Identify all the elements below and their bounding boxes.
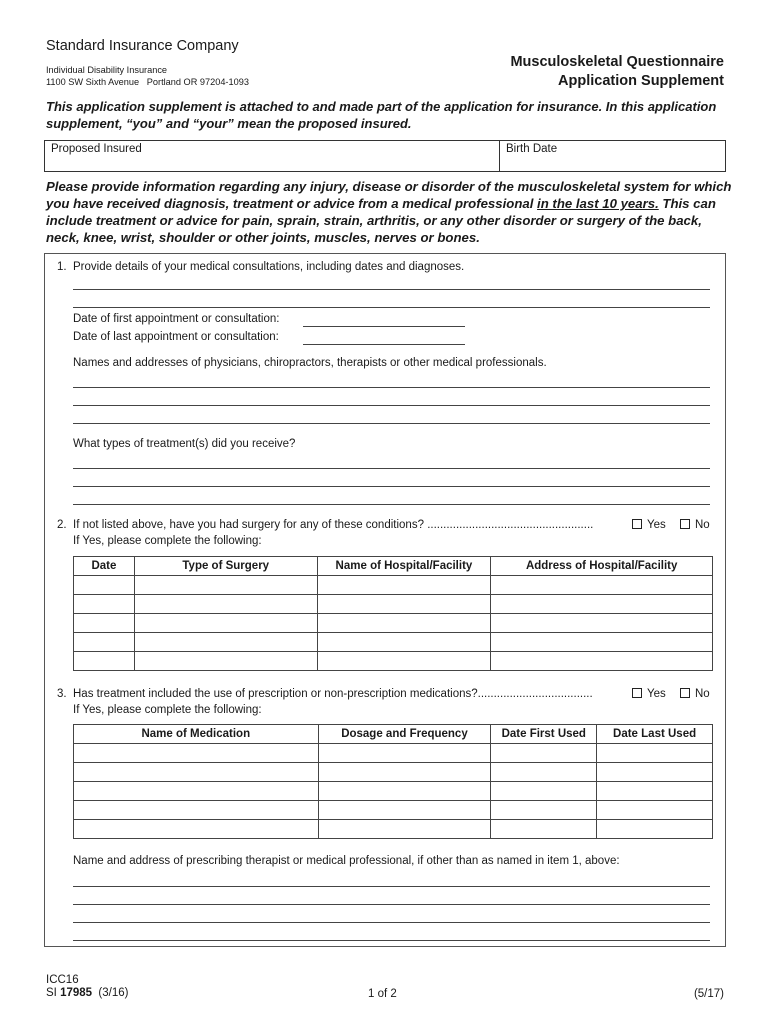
table-cell[interactable] xyxy=(134,652,317,671)
table-row xyxy=(74,744,713,763)
q3-yes-label: Yes xyxy=(647,688,666,700)
last-appointment-input[interactable] xyxy=(303,344,465,345)
table-cell[interactable] xyxy=(597,744,713,763)
insured-info-box xyxy=(44,140,726,172)
table-row xyxy=(74,614,713,633)
table-cell[interactable] xyxy=(74,633,135,652)
q3-number: 3. xyxy=(57,688,67,700)
table-row xyxy=(74,652,713,671)
division-name: Individual Disability Insurance xyxy=(46,65,168,75)
table-cell[interactable] xyxy=(597,782,713,801)
table-cell[interactable] xyxy=(318,820,491,839)
table-cell[interactable] xyxy=(491,614,713,633)
medication-table xyxy=(73,724,713,839)
table-cell[interactable] xyxy=(318,782,491,801)
birth-date-field[interactable] xyxy=(500,141,563,171)
professionals-answer-line[interactable] xyxy=(73,423,710,424)
q2-yes-label: Yes xyxy=(647,519,666,531)
table-cell[interactable] xyxy=(317,614,491,633)
table-cell[interactable] xyxy=(597,820,713,839)
q2-yes-checkbox[interactable] xyxy=(632,519,642,529)
q1-answer-line[interactable] xyxy=(73,289,710,290)
table-cell[interactable] xyxy=(74,782,319,801)
prescriber-answer-line[interactable] xyxy=(73,922,710,923)
si-line xyxy=(46,987,128,1000)
table-cell[interactable] xyxy=(74,614,135,633)
q2-question xyxy=(73,518,593,533)
table-cell[interactable] xyxy=(491,763,597,782)
col-hospital-name: Name of Hospital/Facility xyxy=(317,557,491,576)
table-row xyxy=(74,633,713,652)
proposed-insured-label: Proposed Insured xyxy=(51,143,142,155)
table-cell[interactable] xyxy=(134,633,317,652)
table-cell[interactable] xyxy=(318,744,491,763)
table-cell[interactable] xyxy=(74,576,135,595)
q1-answer-line[interactable] xyxy=(73,307,710,308)
instructions-part2: This can include treatment or advice for pain, sprain, strain, arthritis, or any other disorder or surgery of the back, neck, knee, wrist, shoulder or other joints, muscles, nerves or bones. xyxy=(46,196,716,245)
table-cell[interactable] xyxy=(491,801,597,820)
table-cell[interactable] xyxy=(318,801,491,820)
col-date: Date xyxy=(74,557,135,576)
prescriber-answer-line[interactable] xyxy=(73,940,710,941)
table-cell[interactable] xyxy=(491,595,713,614)
table-row xyxy=(74,763,713,782)
revision-date: (5/17) xyxy=(693,988,724,1000)
treatment-answer-line[interactable] xyxy=(73,468,710,469)
col-date-last-used: Date Last Used xyxy=(597,725,713,744)
table-cell[interactable] xyxy=(491,652,713,671)
col-type-of-surgery: Type of Surgery xyxy=(134,557,317,576)
col-hospital-address: Address of Hospital/Facility xyxy=(491,557,713,576)
treatment-answer-line[interactable] xyxy=(73,504,710,505)
q1-text: Provide details of your medical consultations, including dates and diagnoses. xyxy=(73,261,465,273)
first-appointment-label: Date of first appointment or consultation: xyxy=(73,313,280,325)
q3-no-checkbox[interactable] xyxy=(680,688,690,698)
table-cell[interactable] xyxy=(491,576,713,595)
surgery-table xyxy=(73,556,713,671)
prescriber-answer-line[interactable] xyxy=(73,904,710,905)
table-cell[interactable] xyxy=(317,576,491,595)
treatment-answer-line[interactable] xyxy=(73,486,710,487)
table-cell[interactable] xyxy=(317,633,491,652)
last-appointment-label: Date of last appointment or consultation: xyxy=(73,331,279,343)
form-code: ICC16 xyxy=(46,974,79,986)
table-cell[interactable] xyxy=(74,744,319,763)
professionals-label: Names and addresses of physicians, chiropractors, therapists or other medical professionals. xyxy=(73,357,547,369)
table-cell[interactable] xyxy=(597,801,713,820)
table-cell[interactable] xyxy=(74,763,319,782)
q3-followup: If Yes, please complete the following: xyxy=(73,704,262,716)
table-cell[interactable] xyxy=(317,595,491,614)
table-row xyxy=(74,801,713,820)
surgery-table-header xyxy=(74,557,713,576)
table-cell[interactable] xyxy=(134,576,317,595)
professionals-answer-line[interactable] xyxy=(73,387,710,388)
form-title-line2: Application Supplement xyxy=(558,73,724,89)
table-cell[interactable] xyxy=(74,652,135,671)
medication-table-header xyxy=(74,725,713,744)
table-row xyxy=(74,782,713,801)
si-date: (3/16) xyxy=(92,987,129,999)
instructions xyxy=(46,178,736,246)
q3-yes-option[interactable] xyxy=(632,687,666,702)
form-title xyxy=(510,53,724,91)
table-cell[interactable] xyxy=(491,820,597,839)
col-date-first-used: Date First Used xyxy=(491,725,597,744)
q1-number: 1. xyxy=(57,261,67,273)
q2-no-label: No xyxy=(695,519,710,531)
page-number: 1 of 2 xyxy=(368,988,397,1000)
table-cell[interactable] xyxy=(74,820,319,839)
q2-number: 2. xyxy=(57,519,67,531)
table-cell[interactable] xyxy=(134,595,317,614)
company-address: 1100 SW Sixth Avenue Portland OR 97204-1093 xyxy=(46,77,249,87)
q3-leader: .................................... xyxy=(477,688,593,700)
q2-no-option[interactable] xyxy=(680,518,710,533)
form-title-line1: Musculoskeletal Questionnaire xyxy=(510,54,724,70)
instructions-underlined: in the last 10 years. xyxy=(537,196,659,211)
table-cell[interactable] xyxy=(134,614,317,633)
prescriber-answer-line[interactable] xyxy=(73,886,710,887)
prescriber-label: Name and address of prescribing therapist or medical professional, if other than as named in item 1, above: xyxy=(73,855,620,867)
proposed-insured-field[interactable] xyxy=(45,141,500,171)
table-cell[interactable] xyxy=(317,652,491,671)
col-medication-name: Name of Medication xyxy=(74,725,319,744)
table-row xyxy=(74,595,713,614)
table-cell[interactable] xyxy=(491,633,713,652)
q2-text: If not listed above, have you had surgery for any of these conditions? xyxy=(73,519,424,531)
company-name: Standard Insurance Company xyxy=(46,38,239,54)
q2-no-checkbox[interactable] xyxy=(680,519,690,529)
si-number: 17985 xyxy=(60,987,93,999)
instructions-part1: Please provide information regarding any injury, disease or disorder of the musculoskeletal system for which you have received diagnosis, treatment or advice from a medical professional xyxy=(46,179,732,211)
intro-statement: This application supplement is attached to and made part of the application for insurance. In this application supplement, “you” and “your” mean the proposed insured. xyxy=(46,99,717,131)
footer-form-id xyxy=(46,974,128,1000)
q2-followup: If Yes, please complete the following: xyxy=(73,535,262,547)
table-cell[interactable] xyxy=(74,801,319,820)
q3-no-label: No xyxy=(695,688,710,700)
q3-question xyxy=(73,687,593,702)
professionals-answer-line[interactable] xyxy=(73,405,710,406)
table-row xyxy=(74,576,713,595)
table-cell[interactable] xyxy=(597,763,713,782)
first-appointment-input[interactable] xyxy=(303,326,465,327)
q2-leader: .................................................... xyxy=(427,519,594,531)
q3-no-option[interactable] xyxy=(680,687,710,702)
questions-box xyxy=(44,253,726,947)
table-cell[interactable] xyxy=(318,763,491,782)
treatment-label: What types of treatment(s) did you receive? xyxy=(73,438,296,450)
table-cell[interactable] xyxy=(491,782,597,801)
col-dosage-frequency: Dosage and Frequency xyxy=(318,725,491,744)
q3-yes-checkbox[interactable] xyxy=(632,688,642,698)
birth-date-label: Birth Date xyxy=(506,143,558,155)
table-cell[interactable] xyxy=(491,744,597,763)
table-row xyxy=(74,820,713,839)
si-prefix: SI xyxy=(46,987,61,999)
table-cell[interactable] xyxy=(74,595,135,614)
q2-yes-option[interactable] xyxy=(632,518,666,533)
company-address-block xyxy=(46,64,249,88)
q3-text: Has treatment included the use of prescription or non-prescription medications? xyxy=(73,688,478,700)
